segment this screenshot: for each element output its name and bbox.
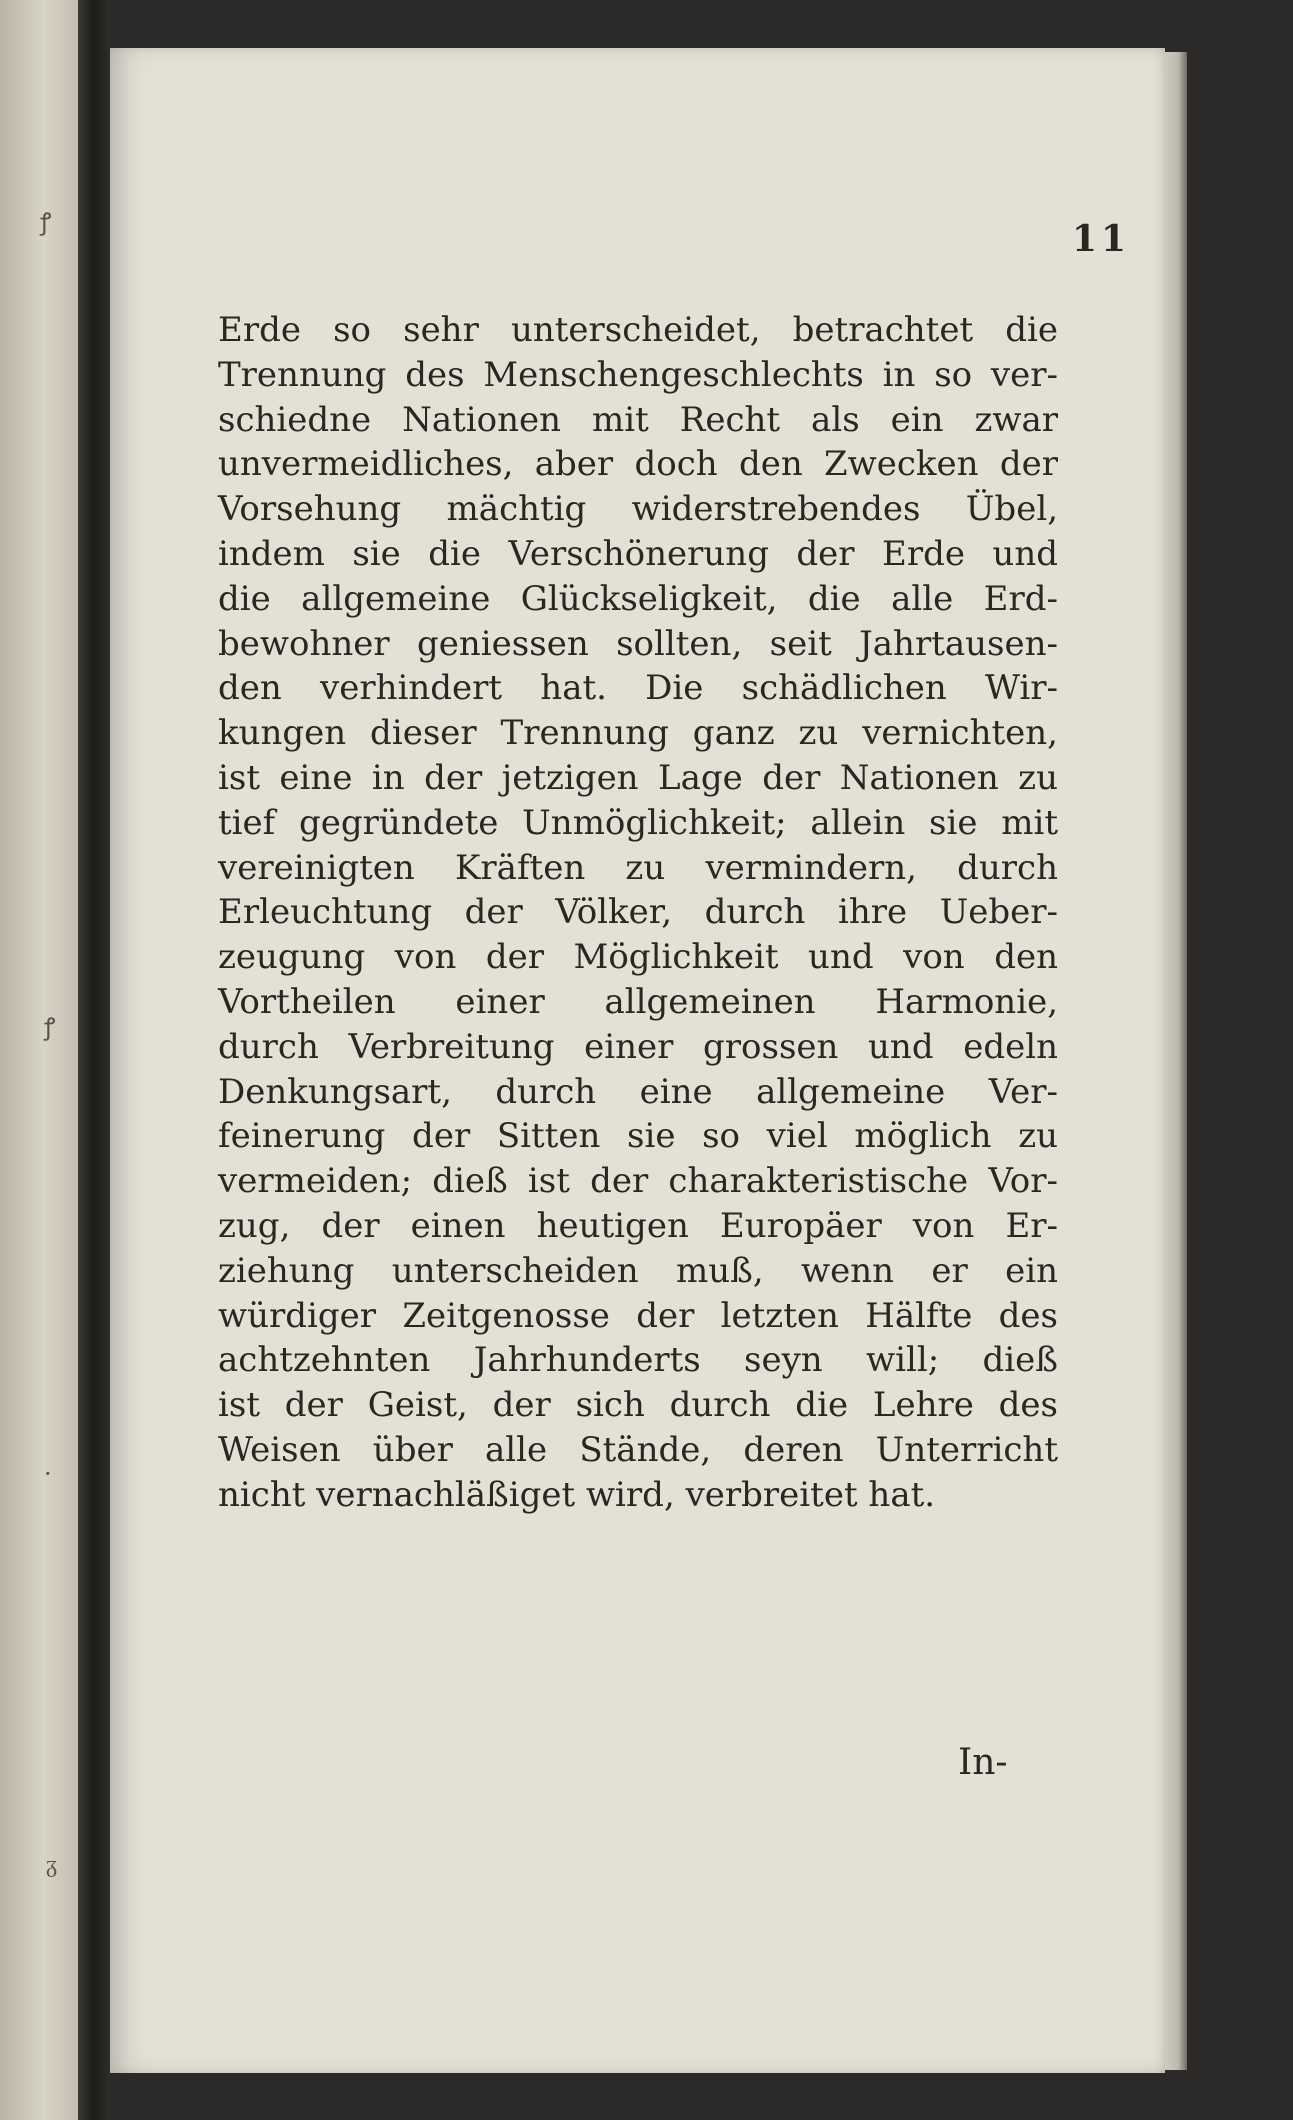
text-line: bewohner geniessen sollten, seit Jahrtausen-	[218, 623, 1058, 664]
text-line: durch Verbreitung einer grossen und edeln	[218, 1026, 1058, 1067]
text-line: würdiger Zeitgenosse der letzten Hälfte des	[218, 1295, 1058, 1336]
text-line: zug, der einen heutigen Europäer von Er-	[218, 1205, 1058, 1246]
text-line: feinerung der Sitten sie so viel möglich zu	[218, 1116, 1058, 1157]
text-line: Vortheilen einer allgemeinen Harmonie,	[218, 981, 1058, 1022]
margin-mark: ꝭ	[44, 1013, 56, 1041]
margin-mark: ᵹ	[46, 1850, 58, 1878]
text-line: achtzehnten Jahrhunderts seyn will; dieß	[218, 1340, 1058, 1381]
book-gutter	[78, 0, 110, 2120]
text-line: Vorsehung mächtig widerstrebendes Übel,	[218, 489, 1058, 530]
text-line: Weisen über alle Stände, deren Unterricht	[218, 1429, 1058, 1470]
body-text	[218, 308, 1058, 1518]
text-line: zeugung von der Möglichkeit und von den	[218, 937, 1058, 978]
text-line: indem sie die Verschönerung der Erde und	[218, 533, 1058, 574]
text-line: Erde so sehr unterscheidet, betrachtet die	[218, 310, 1058, 350]
text-line: Erleuchtung der Völker, durch ihre Ueber-	[218, 892, 1058, 933]
page-edge	[1165, 52, 1187, 2070]
text-line: Denkungsart, durch eine allgemeine Ver-	[218, 1071, 1058, 1112]
text-line: ziehung unterscheiden muß, wenn er ein	[218, 1250, 1058, 1291]
margin-mark: ·	[44, 1460, 52, 1488]
text-line: vermeiden; dieß ist der charakteristische Vor-	[218, 1161, 1058, 1202]
text-line: Trennung des Menschengeschlechts in so ver-	[218, 354, 1058, 395]
text-line: kungen dieser Trennung ganz zu vernichten,	[218, 713, 1058, 754]
text-line: ist eine in der jetzigen Lage der Nationen zu	[218, 757, 1058, 798]
text-line: nicht vernachläßiget wird, verbreitet hat.	[218, 1474, 936, 1515]
margin-mark: ꝭ	[40, 208, 52, 236]
text-line: die allgemeine Glückseligkeit, die alle Erd-	[218, 578, 1058, 619]
text-line: vereinigten Kräften zu vermindern, durch	[218, 847, 1058, 888]
facing-page-edge	[0, 0, 78, 2120]
text-line: tief gegründete Unmöglichkeit; allein sie mit	[218, 802, 1058, 843]
page-number: 11	[1072, 218, 1131, 260]
text-line: den verhindert hat. Die schädlichen Wir-	[218, 668, 1058, 709]
text-line: schiedne Nationen mit Recht als ein zwar	[218, 399, 1058, 440]
catchword: In-	[958, 1742, 1008, 1783]
text-line: ist der Geist, der sich durch die Lehre des	[218, 1385, 1058, 1426]
text-line: unvermeidliches, aber doch den Zwecken der	[218, 444, 1058, 485]
